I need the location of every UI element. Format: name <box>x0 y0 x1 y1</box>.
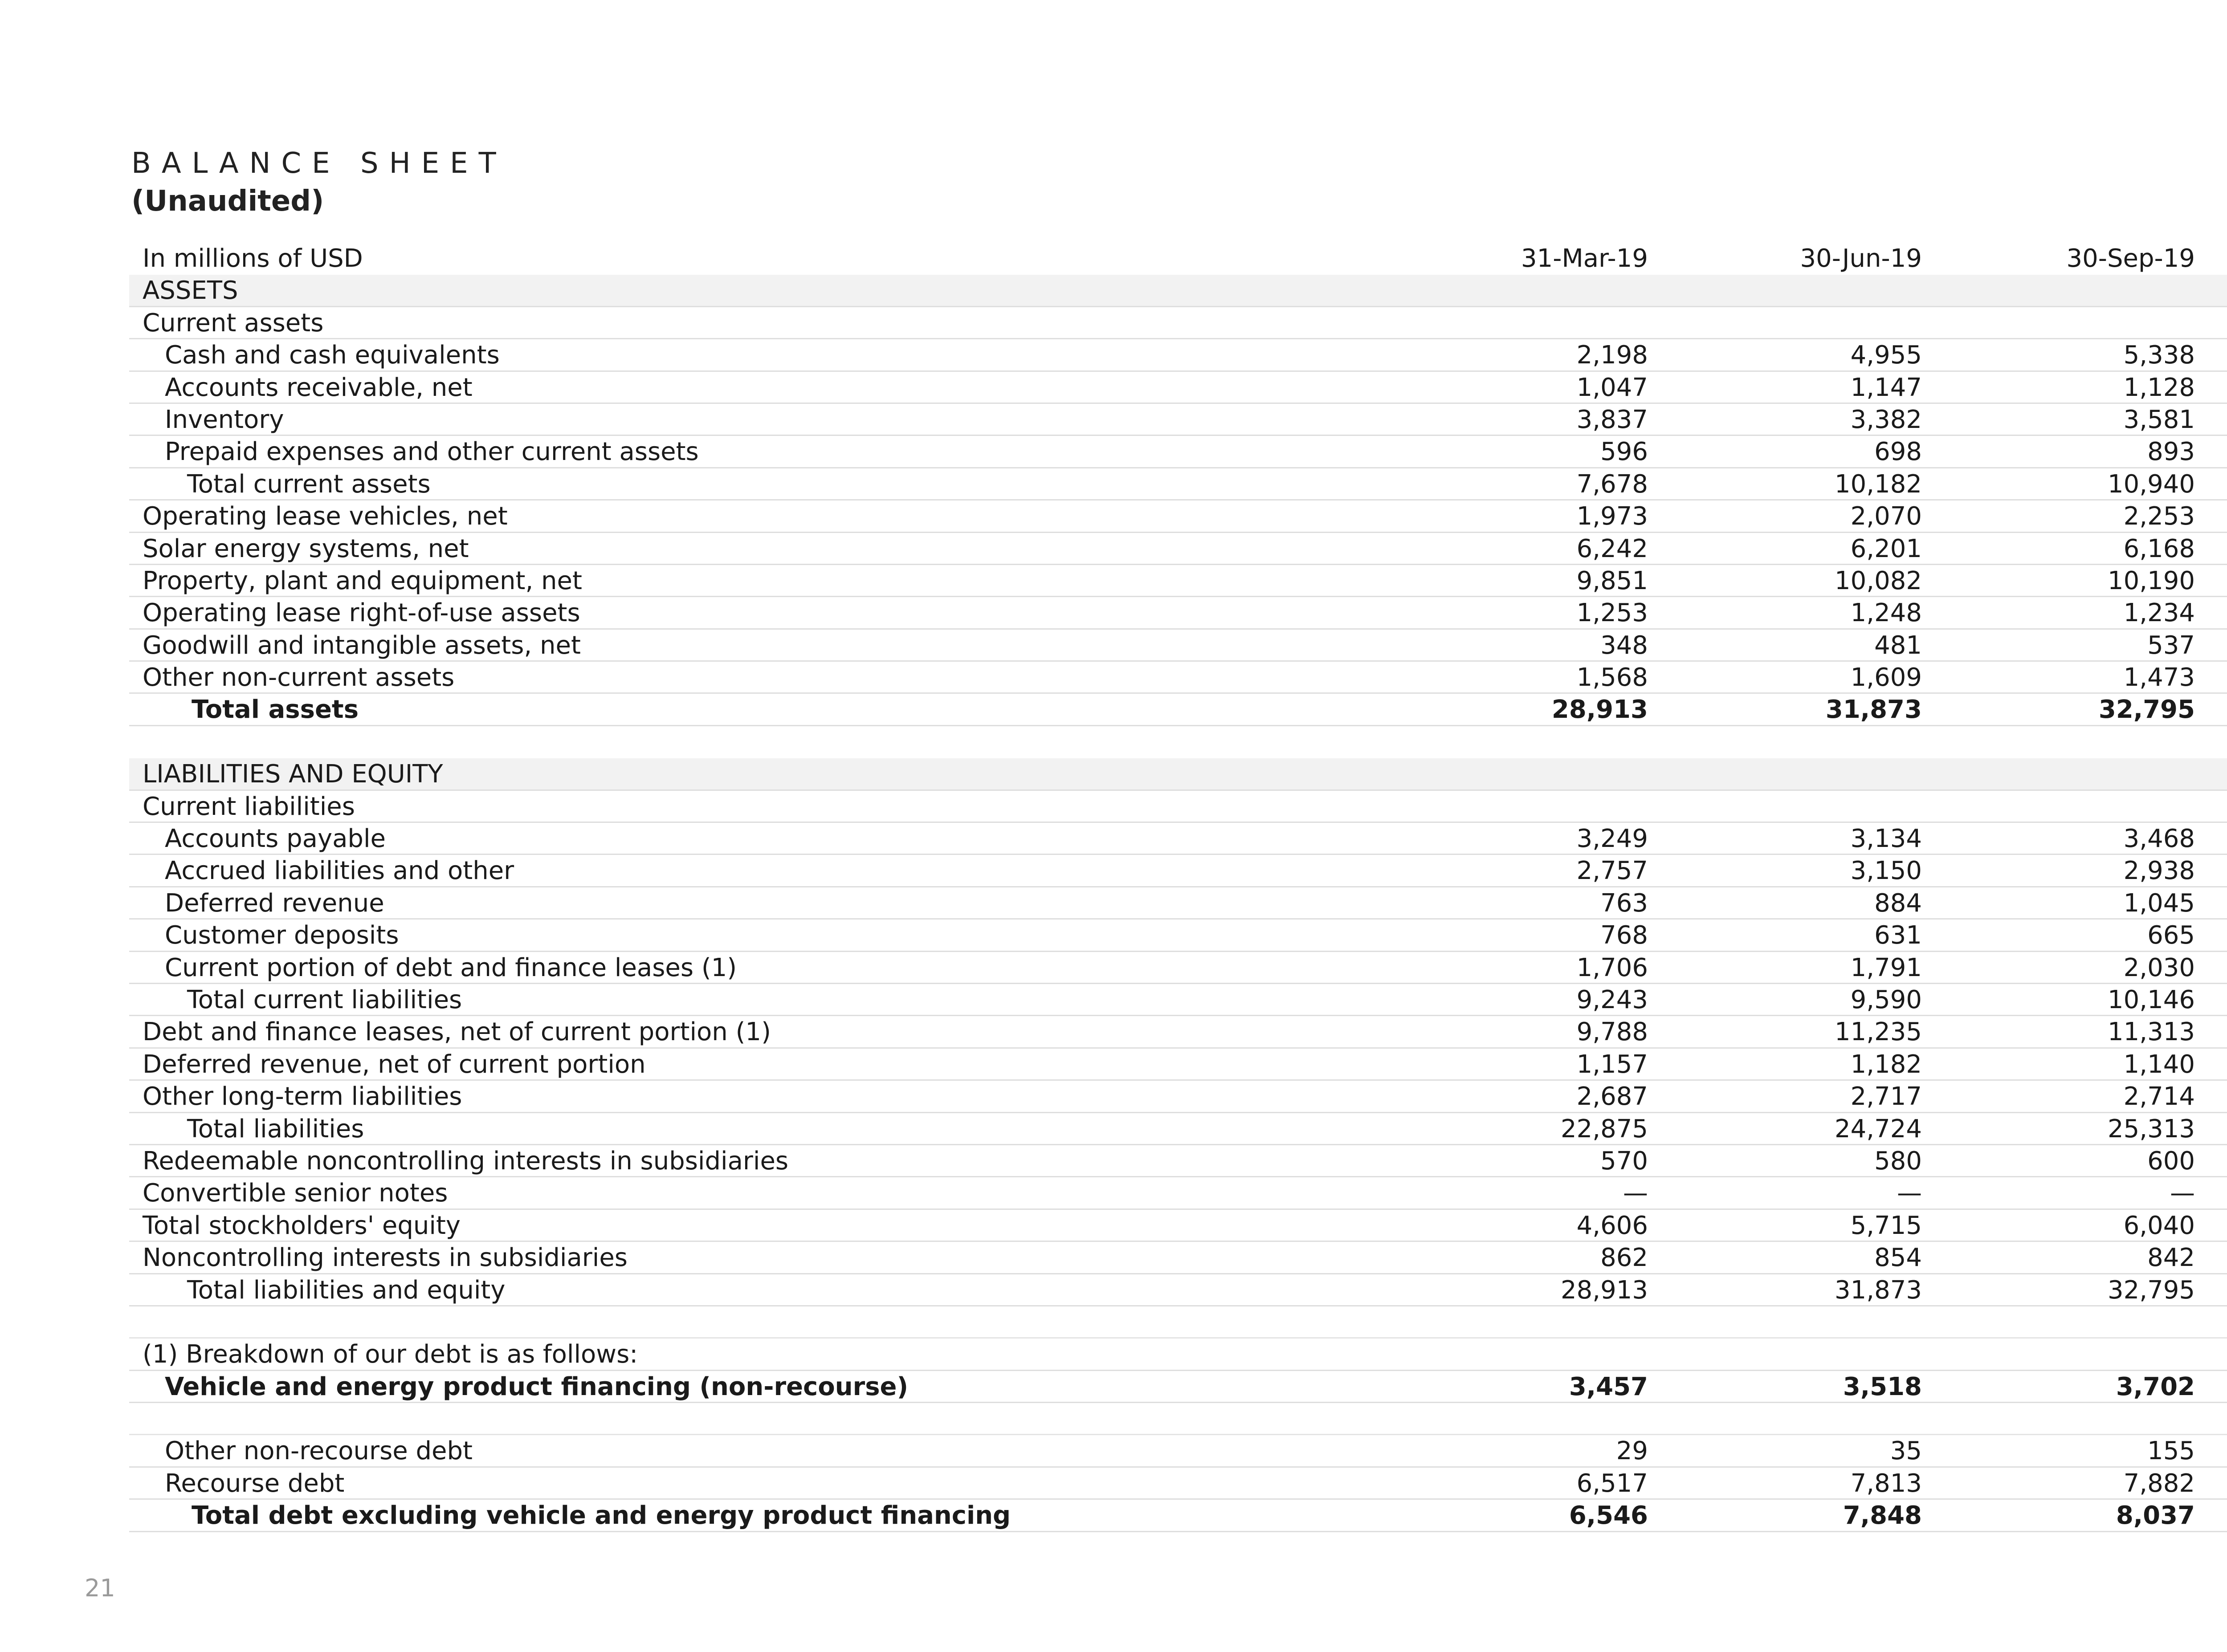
cell-value: 1,157 <box>1576 1050 1648 1079</box>
cell-value <box>2220 694 2227 726</box>
cell-value <box>2220 984 2227 1016</box>
cell-value: 10,190 <box>2108 566 2195 595</box>
table-row <box>129 597 2227 629</box>
cell-value: 6,242 <box>1576 534 1648 563</box>
table-row <box>129 1403 2227 1435</box>
row-label: Redeemable noncontrolling interests in subsidiaries <box>143 1146 789 1176</box>
cell-value: — <box>2170 1179 2195 1208</box>
cell-value: 631 <box>1874 921 1922 950</box>
cell-value <box>2220 823 2227 855</box>
period-header: 30-Sep-19 <box>2066 244 2195 273</box>
cell-value: 7,678 <box>1576 469 1648 499</box>
cell-value: 10,082 <box>1835 566 1922 595</box>
table-row <box>129 565 2227 597</box>
cell-value: 28,913 <box>1551 695 1648 724</box>
page-number: 21 <box>85 1574 115 1602</box>
cell-value: 8,037 <box>2116 1501 2195 1530</box>
cell-value <box>2220 1113 2227 1145</box>
cell-value: 6,040 <box>2123 1211 2195 1240</box>
table-row <box>129 952 2227 984</box>
cell-value <box>2220 952 2227 984</box>
cell-value: 1,253 <box>1576 598 1648 628</box>
cell-value: 2,714 <box>2123 1082 2195 1111</box>
row-label: Property, plant and equipment, net <box>143 566 582 595</box>
cell-value: 698 <box>1874 437 1922 467</box>
cell-value <box>2220 1274 2227 1306</box>
cell-value: 7,848 <box>1843 1501 1922 1530</box>
cell-value <box>2220 1145 2227 1177</box>
table-row <box>129 533 2227 565</box>
cell-value: 3,457 <box>1569 1372 1648 1401</box>
table-row <box>129 694 2227 726</box>
row-label: Other long-term liabilities <box>143 1082 462 1111</box>
cell-value <box>2220 1049 2227 1081</box>
cell-value <box>2220 1177 2227 1209</box>
row-label: Total current assets <box>187 469 431 499</box>
cell-value: — <box>1897 1179 1922 1208</box>
row-label: Inventory <box>165 405 284 434</box>
cell-value: 5,715 <box>1850 1211 1922 1240</box>
cell-value: 1,234 <box>2123 598 2195 628</box>
row-label: Deferred revenue, net of current portion <box>143 1050 646 1079</box>
cell-value: 1,140 <box>2123 1050 2195 1079</box>
cell-value: 9,590 <box>1850 985 1922 1014</box>
row-label: Total liabilities and equity <box>187 1275 506 1305</box>
table-row <box>129 1339 2227 1371</box>
cell-value: 35 <box>1890 1436 1922 1466</box>
cell-value <box>2220 372 2227 404</box>
cell-value: 9,243 <box>1576 985 1648 1014</box>
cell-value <box>2220 436 2227 468</box>
cell-value: 2,687 <box>1576 1082 1648 1111</box>
cell-value: 3,150 <box>1850 856 1922 886</box>
cell-value: 6,546 <box>1569 1501 1648 1530</box>
row-label: LIABILITIES AND EQUITY <box>143 760 443 789</box>
table-row <box>129 339 2227 371</box>
table-row <box>129 887 2227 920</box>
cell-value: 1,568 <box>1576 663 1648 692</box>
cell-value <box>2220 500 2227 533</box>
cell-value: 1,706 <box>1576 953 1648 982</box>
row-label: Current assets <box>143 308 324 338</box>
cell-value: 32,795 <box>2108 1275 2195 1305</box>
cell-value <box>2220 565 2227 597</box>
row-label: Prepaid expenses and other current assets <box>165 437 699 467</box>
cell-value: 7,813 <box>1850 1469 1922 1498</box>
row-label: (1) Breakdown of our debt is as follows: <box>143 1340 638 1369</box>
cell-value: 22,875 <box>1561 1114 1648 1143</box>
cell-value: 1,045 <box>2123 888 2195 918</box>
table-row <box>129 1242 2227 1274</box>
table-row <box>129 275 2227 307</box>
cell-value <box>2220 1468 2227 1500</box>
row-label: Total assets <box>192 695 359 724</box>
cell-value <box>2220 855 2227 887</box>
row-label: Total current liabilities <box>187 985 462 1014</box>
table-row <box>129 1145 2227 1177</box>
table-row <box>129 500 2227 533</box>
cell-value: 862 <box>1600 1243 1648 1273</box>
table-row <box>129 1049 2227 1081</box>
row-label: Other non-current assets <box>143 663 455 692</box>
cell-value <box>2220 468 2227 500</box>
row-label: Cash and cash equivalents <box>165 341 500 370</box>
row-label: Customer deposits <box>165 921 399 950</box>
row-label: Other non-recourse debt <box>165 1436 473 1466</box>
cell-value <box>2220 662 2227 694</box>
cell-value <box>2220 1210 2227 1242</box>
row-label: Recourse debt <box>165 1469 345 1498</box>
cell-value: 2,938 <box>2123 856 2195 886</box>
row-label: Current portion of debt and finance leases (1) <box>165 953 737 982</box>
table-row <box>129 307 2227 339</box>
cell-value: 29 <box>1616 1436 1648 1466</box>
cell-value <box>2220 1435 2227 1467</box>
cell-value: 7,882 <box>2123 1469 2195 1498</box>
row-label: Total debt excluding vehicle and energy product financing <box>192 1501 1011 1530</box>
cell-value: 1,791 <box>1850 953 1922 982</box>
balance-sheet-table <box>129 243 2227 1532</box>
row-label: Vehicle and energy product financing (non-recourse) <box>165 1372 909 1401</box>
cell-value: 3,837 <box>1576 405 1648 434</box>
cell-value: 155 <box>2147 1436 2195 1466</box>
cell-value: 1,248 <box>1850 598 1922 628</box>
cell-value <box>2220 597 2227 629</box>
table-row <box>129 1210 2227 1242</box>
cell-value: 2,757 <box>1576 856 1648 886</box>
cell-value: 600 <box>2147 1146 2195 1176</box>
cell-value: 2,717 <box>1850 1082 1922 1111</box>
row-label: Accounts payable <box>165 824 386 854</box>
cell-value: 1,128 <box>2123 373 2195 402</box>
row-label: Total liabilities <box>187 1114 364 1143</box>
cell-value: 854 <box>1874 1243 1922 1273</box>
table-row <box>129 758 2227 790</box>
cell-value: 481 <box>1874 631 1922 660</box>
cell-value: 25,313 <box>2108 1114 2195 1143</box>
cell-value: 2,070 <box>1850 502 1922 531</box>
row-label: Noncontrolling interests in subsidiaries <box>143 1243 628 1273</box>
period-header <box>2220 243 2227 275</box>
cell-value: 10,940 <box>2108 469 2195 499</box>
cell-value: 2,198 <box>1576 341 1648 370</box>
cell-value: 570 <box>1600 1146 1648 1176</box>
period-header: 30-Jun-19 <box>1800 244 1922 273</box>
cell-value: 6,517 <box>1576 1469 1648 1498</box>
cell-value: 9,788 <box>1576 1017 1648 1047</box>
cell-value: 2,253 <box>2123 502 2195 531</box>
table-row <box>129 1177 2227 1209</box>
table-row <box>129 1113 2227 1145</box>
cell-value: 3,581 <box>2123 405 2195 434</box>
cell-value: 32,795 <box>2098 695 2195 724</box>
cell-value: 537 <box>2147 631 2195 660</box>
cell-value: 3,518 <box>1843 1372 1922 1401</box>
row-label: Solar energy systems, net <box>143 534 469 563</box>
units-label: In millions of USD <box>143 244 363 273</box>
table-row <box>129 823 2227 855</box>
cell-value: 9,851 <box>1576 566 1648 595</box>
cell-value: 4,955 <box>1850 341 1922 370</box>
row-label: Deferred revenue <box>165 888 384 918</box>
cell-value <box>2220 339 2227 371</box>
table-row <box>129 662 2227 694</box>
cell-value: 893 <box>2147 437 2195 467</box>
table-row <box>129 1500 2227 1532</box>
table-body <box>129 275 2227 1532</box>
table-row <box>129 630 2227 662</box>
cell-value: 28,913 <box>1561 1275 1648 1305</box>
cell-value: 1,047 <box>1576 373 1648 402</box>
cell-value <box>2220 887 2227 920</box>
table-header-row <box>129 243 2227 275</box>
cell-value <box>2220 1016 2227 1048</box>
cell-value: 2,030 <box>2123 953 2195 982</box>
cell-value: 842 <box>2147 1243 2195 1273</box>
cell-value: 3,249 <box>1576 824 1648 854</box>
cell-value <box>2220 920 2227 952</box>
cell-value <box>2220 1242 2227 1274</box>
table-row <box>129 468 2227 500</box>
cell-value <box>2220 630 2227 662</box>
table-row <box>129 372 2227 404</box>
cell-value: 6,168 <box>2123 534 2195 563</box>
table-row <box>129 1468 2227 1500</box>
cell-value: 11,313 <box>2108 1017 2195 1047</box>
page-title: BALANCE SHEET <box>131 147 507 180</box>
cell-value: 580 <box>1874 1146 1922 1176</box>
table-row <box>129 404 2227 436</box>
table-row <box>129 791 2227 823</box>
table-row <box>129 1371 2227 1403</box>
table-row <box>129 1016 2227 1048</box>
table-row <box>129 436 2227 468</box>
cell-value: 10,146 <box>2108 985 2195 1014</box>
cell-value <box>2220 533 2227 565</box>
row-label: Current liabilities <box>143 792 355 821</box>
row-label: Operating lease right-of-use assets <box>143 598 580 628</box>
cell-value <box>2220 1371 2227 1403</box>
cell-value: 884 <box>1874 888 1922 918</box>
cell-value: 11,235 <box>1835 1017 1922 1047</box>
cell-value: 1,473 <box>2123 663 2195 692</box>
cell-value <box>2220 1500 2227 1532</box>
cell-value: 596 <box>1600 437 1648 467</box>
row-label: Convertible senior notes <box>143 1179 448 1208</box>
table-row <box>129 1306 2227 1339</box>
cell-value: 6,201 <box>1850 534 1922 563</box>
table-row <box>129 1081 2227 1113</box>
cell-value: 31,873 <box>1835 1275 1922 1305</box>
row-label: Total stockholders' equity <box>143 1211 461 1240</box>
table-row <box>129 1274 2227 1306</box>
row-label: Accrued liabilities and other <box>165 856 514 886</box>
row-label: Accounts receivable, net <box>165 373 473 402</box>
cell-value: 1,973 <box>1576 502 1648 531</box>
cell-value: 1,182 <box>1850 1050 1922 1079</box>
cell-value: 3,702 <box>2116 1372 2195 1401</box>
cell-value: 24,724 <box>1835 1114 1922 1143</box>
cell-value <box>2220 1081 2227 1113</box>
cell-value: 763 <box>1600 888 1648 918</box>
table-row <box>129 855 2227 887</box>
cell-value: 5,338 <box>2123 341 2195 370</box>
cell-value: 4,606 <box>1576 1211 1648 1240</box>
cell-value: 665 <box>2147 921 2195 950</box>
row-label: Operating lease vehicles, net <box>143 502 508 531</box>
table-row <box>129 984 2227 1016</box>
table-row <box>129 920 2227 952</box>
cell-value: 1,609 <box>1850 663 1922 692</box>
cell-value: 10,182 <box>1835 469 1922 499</box>
cell-value: 3,134 <box>1850 824 1922 854</box>
cell-value: 3,468 <box>2123 824 2195 854</box>
cell-value: 1,147 <box>1850 373 1922 402</box>
row-label: Goodwill and intangible assets, net <box>143 631 581 660</box>
cell-value: — <box>1623 1179 1648 1208</box>
cell-value: 348 <box>1600 631 1648 660</box>
row-label: Debt and finance leases, net of current portion (1) <box>143 1017 771 1047</box>
cell-value: 3,382 <box>1850 405 1922 434</box>
table-row <box>129 726 2227 758</box>
cell-value: 768 <box>1600 921 1648 950</box>
cell-value: 31,873 <box>1825 695 1922 724</box>
cell-value <box>2220 404 2227 436</box>
table-row <box>129 1435 2227 1467</box>
row-label: ASSETS <box>143 276 238 305</box>
period-header: 31-Mar-19 <box>1521 244 1648 273</box>
page-subtitle: (Unaudited) <box>131 185 324 218</box>
